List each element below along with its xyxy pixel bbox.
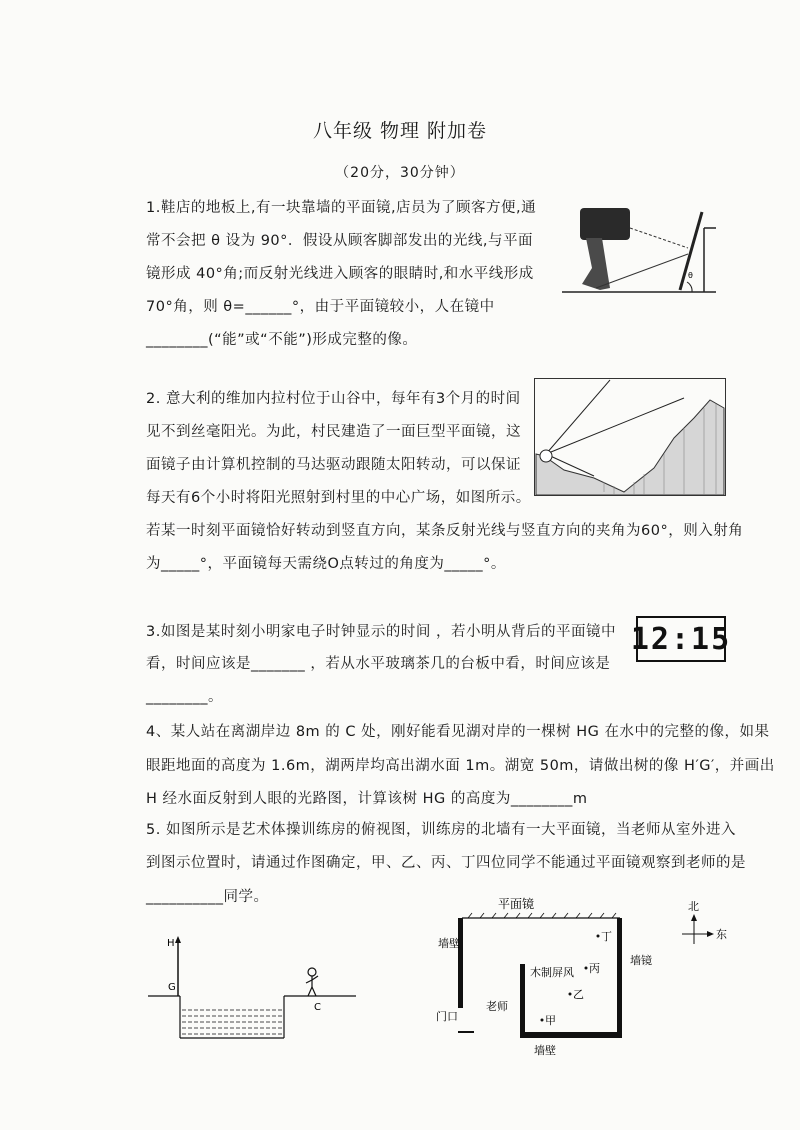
- q2-line-5: 若某一时刻平面镜恰好转动到竖直方向，某条反射光线与竖直方向的夹角为60°，则入射角: [146, 523, 744, 539]
- q5-line-3: __________同学。: [146, 889, 269, 905]
- q2-line-3: 面镜子由计算机控制的马达驱动跟随太阳转动，可以保证: [146, 457, 521, 473]
- label-right-mirror: 墙镜: [630, 954, 652, 967]
- q1-line-4: 70°角，则 θ=______°，由于平面镜较小，人在镜中: [146, 299, 495, 315]
- q3-line-1: 3.如图是某时刻小明家电子时钟显示的时间 ，若小明从背后的平面镜中: [146, 624, 616, 640]
- q4-line-3: H 经水面反射到人眼的光路图，计算该树 HG 的高度为________m: [146, 791, 588, 807]
- q4-lake-figure: [144, 930, 366, 1046]
- q5-training-room-figure: [434, 892, 734, 1060]
- page-title: 八年级 物理 附加卷: [312, 120, 488, 142]
- label-g: G: [168, 982, 176, 993]
- q5-line-2: 到图示位置时，请通过作图确定，甲、乙、丙、丁四位同学不能通过平面镜观察到老师的是: [146, 855, 746, 871]
- label-ding: 丁: [601, 930, 612, 943]
- clock-time: 12:15: [630, 621, 732, 657]
- label-teacher: 老师: [486, 1000, 508, 1013]
- label-east: 东: [716, 928, 727, 941]
- q1-line-3: 镜形成 40°角;而反射光线进入顾客的眼睛时,和水平线形成: [146, 266, 534, 282]
- page-subtitle: （20分，30分钟）: [335, 165, 465, 181]
- label-door: 门口: [436, 1010, 458, 1023]
- label-h: H: [167, 938, 175, 949]
- label-north: 北: [688, 900, 699, 913]
- label-screen: 木制屏风: [530, 966, 574, 979]
- q3-line-2: 看，时间应该是_______ ，若从水平玻璃茶几的台板中看，时间应该是: [146, 656, 611, 672]
- q1-line-2: 常不会把 θ 设为 90°．假设从顾客脚部发出的光线,与平面: [146, 233, 534, 249]
- label-c: C: [314, 1002, 321, 1013]
- q1-shoe-mirror-figure: [556, 198, 720, 300]
- q2-line-4: 每天有6个小时将阳光照射到村里的中心广场，如图所示。: [146, 490, 531, 506]
- digital-clock: [630, 616, 732, 662]
- q3-line-3: ________。: [146, 689, 223, 705]
- label-left-wall: 墙壁: [438, 937, 460, 950]
- q2-line-2: 见不到丝毫阳光。为此，村民建造了一面巨型平面镜，这: [146, 424, 521, 440]
- q1-line-1: 1.鞋店的地板上,有一块靠墙的平面镜,店员为了顾客方便,通: [146, 200, 537, 216]
- theta-label: θ: [688, 271, 693, 280]
- q2-valley-mirror-figure: [534, 378, 726, 496]
- q4-line-1: 4、某人站在离湖岸边 8m 的 C 处，刚好能看见湖对岸的一棵树 HG 在水中的完整的像，如果: [146, 724, 770, 740]
- label-bottom-wall: 墙壁: [534, 1044, 556, 1057]
- q2-line-1: 2. 意大利的维加内拉村位于山谷中，每年有3个月的时间: [146, 391, 521, 407]
- label-yi: 乙: [573, 988, 584, 1001]
- q2-line-6: 为_____°，平面镜每天需绕O点转过的角度为_____°。: [146, 556, 506, 572]
- label-bing: 丙: [589, 962, 600, 975]
- q5-line-1: 5. 如图所示是艺术体操训练房的俯视图，训练房的北墙有一大平面镜，当老师从室外进入: [146, 822, 736, 838]
- q4-line-2: 眼距地面的高度为 1.6m，湖两岸均高出湖水面 1m。湖宽 50m，请做出树的像 H′G′，并画出: [146, 758, 775, 774]
- label-jia: 甲: [545, 1014, 556, 1027]
- q1-line-5: ________(“能”或“不能”)形成完整的像。: [146, 332, 418, 348]
- label-mirror-top: 平面镜: [498, 897, 535, 911]
